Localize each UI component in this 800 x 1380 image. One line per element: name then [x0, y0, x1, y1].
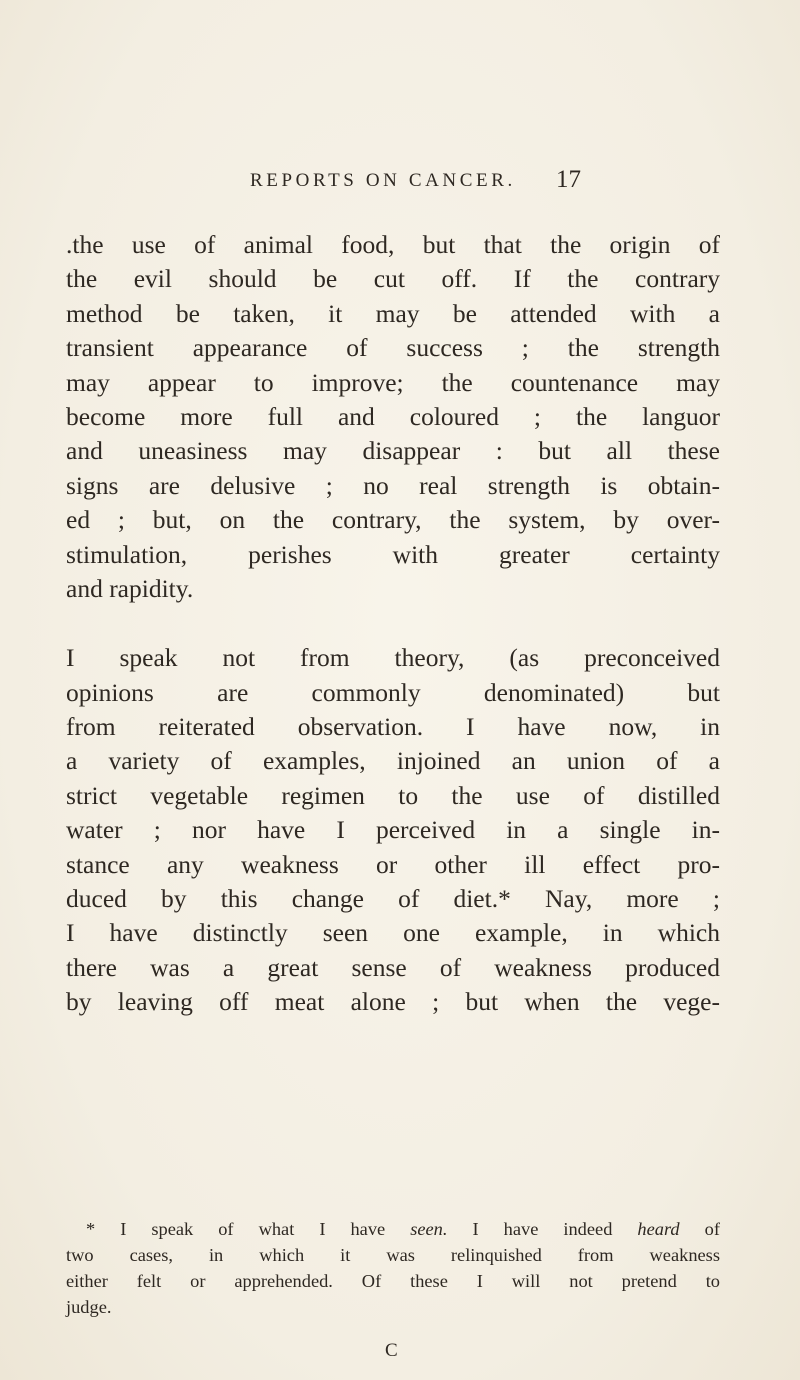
text-line: I speak not from theory, (as preconceived [66, 643, 720, 673]
footnote-line [66, 1216, 720, 1242]
text-line: the evil should be cut off. If the contrary [66, 264, 720, 294]
footnote [66, 1216, 720, 1320]
paragraph [66, 641, 720, 1019]
text-line: ed ; but, on the contrary, the system, by over- [66, 505, 720, 535]
footnote-line: either felt or apprehended. Of these I will not pretend to [66, 1271, 720, 1291]
text-line: may appear to improve; the countenance may [66, 367, 720, 397]
text-line: duced by this change of diet.* Nay, more ; [66, 884, 720, 914]
text-line: and uneasiness may disappear : but all these [66, 436, 720, 466]
text-line: by leaving off meat alone ; but when the vege- [66, 987, 720, 1017]
footnote-text: * I speak of what I have [86, 1219, 411, 1239]
text-line: water ; nor have I perceived in a single in- [66, 815, 720, 845]
text-line: from reiterated observation. I have now, in [66, 712, 720, 742]
footnote-text: of [679, 1219, 720, 1239]
body-text [66, 228, 720, 1020]
text-line: method be taken, it may be attended with a [66, 298, 720, 328]
signature-mark: C [385, 1340, 399, 1361]
footnote-line: judge. [66, 1297, 112, 1317]
text-line: stance any weakness or other ill effect pro- [66, 849, 720, 879]
paragraph-gap [66, 606, 720, 641]
page-header [0, 166, 800, 200]
text-line: .the use of animal food, but that the origin of [66, 230, 720, 259]
footnote-line: two cases, in which it was relinquished from weakness [66, 1245, 720, 1265]
text-line: strict vegetable regimen to the use of distilled [66, 780, 720, 810]
text-line: opinions are commonly denominated) but [66, 677, 720, 707]
text-line: there was a great sense of weakness produced [66, 952, 720, 982]
text-line: I have distinctly seen one example, in which [66, 918, 720, 948]
footnote-text: I have indeed [447, 1219, 638, 1239]
text-line: signs are delusive ; no real strength is obtain- [66, 470, 720, 500]
paragraph [66, 228, 720, 606]
text-line: become more full and coloured ; the languor [66, 401, 720, 431]
running-title: REPORTS ON CANCER. [250, 170, 516, 191]
text-line: stimulation, perishes with greater certainty [66, 539, 720, 569]
text-line: a variety of examples, injoined an union of a [66, 746, 720, 776]
text-line: transient appearance of success ; the strength [66, 333, 720, 363]
text-line: and rapidity. [66, 573, 194, 603]
footnote-italic-text: seen. [410, 1219, 448, 1239]
page-number: 17 [556, 166, 581, 193]
footnote-italic-text: heard [637, 1219, 680, 1239]
